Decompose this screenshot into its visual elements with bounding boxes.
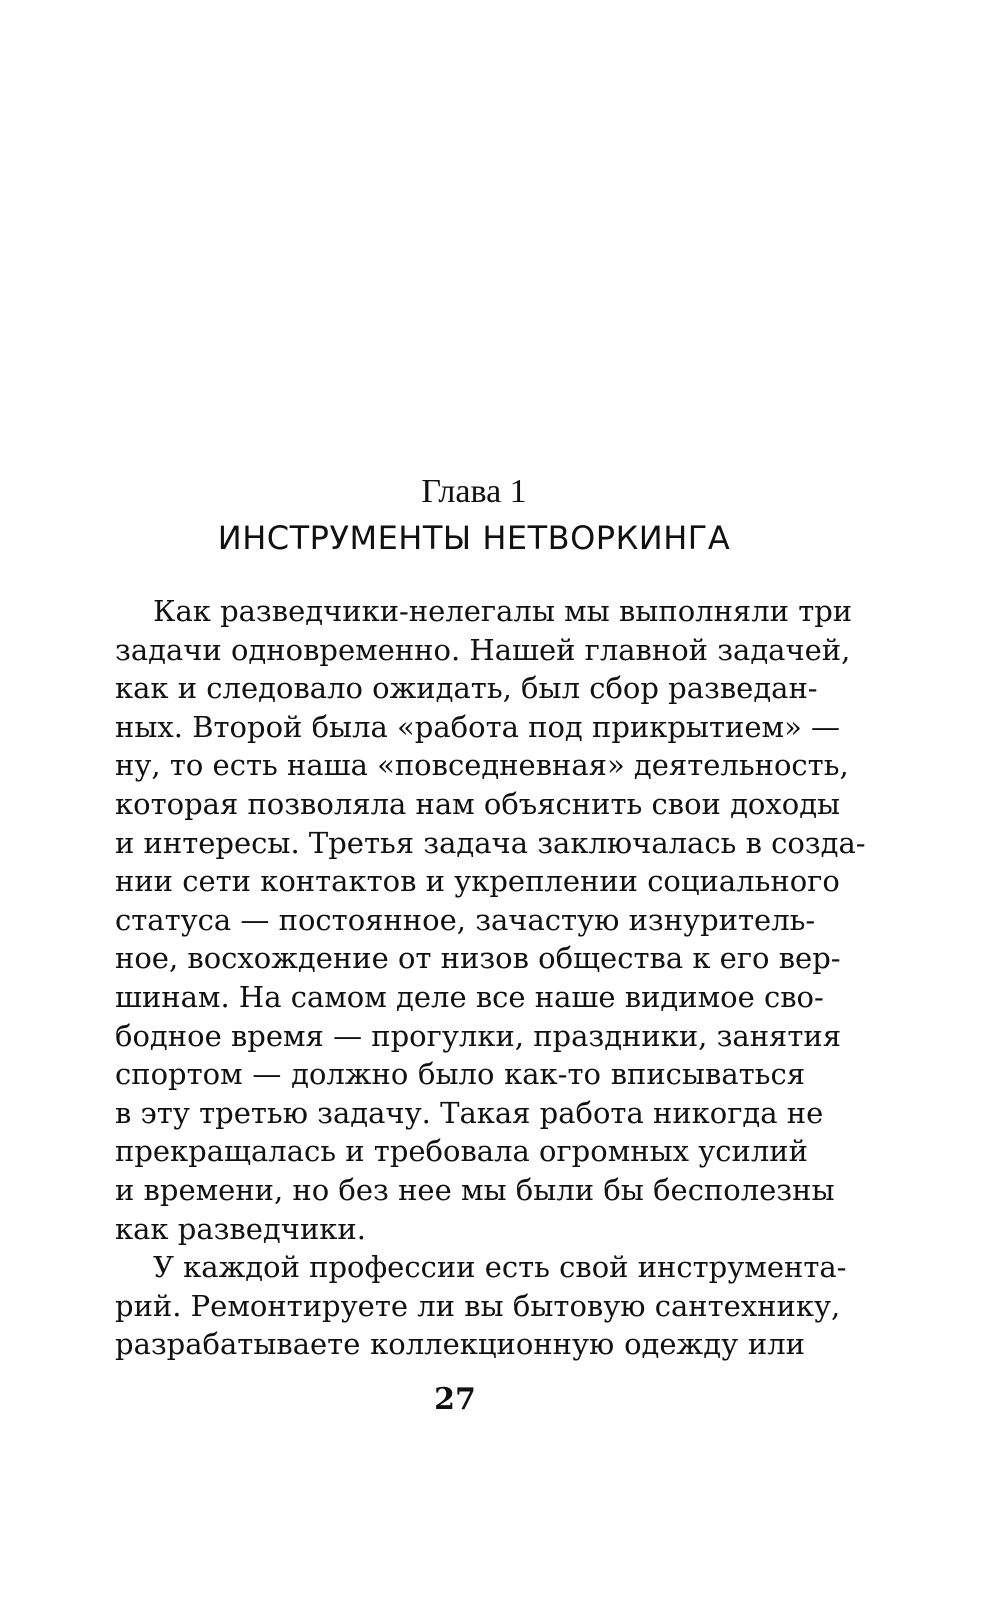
text-line: и времени, но без нее мы были бы бесполезны (115, 1172, 835, 1207)
text-line: нии сети контактов и укреплении социального (115, 864, 840, 899)
text-line: разрабатываете коллекционную одежду или (115, 1327, 805, 1362)
text-line: как и следовало ожидать, был сбор разведан- (115, 671, 818, 706)
text-line: и интересы. Третья задача заключалась в созда- (115, 825, 866, 860)
text-line: ных. Второй была «работа под прикрытием» — (115, 709, 841, 744)
text-line: шинам. На самом деле все наше видимое сво- (115, 979, 824, 1014)
text-line: прекращалась и требовала огромных усилий (115, 1134, 808, 1169)
text-line: Как разведчики-нелегалы мы выполняли три (153, 594, 853, 628)
text-line: У каждой профессии есть свой инструмента- (153, 1250, 847, 1285)
text-line: бодное время — прогулки, праздники, занятия (115, 1018, 842, 1053)
chapter-number: Глава 1 (421, 473, 527, 510)
text-line: спортом — должно было как-то вписываться (115, 1057, 805, 1092)
body-text (115, 592, 866, 1364)
text-line: которая позволяла нам объяснить свои доходы (115, 786, 841, 821)
text-line: в эту третью задачу. Такая работа никогда не (115, 1095, 824, 1130)
text-line: ну, то есть наша «повседневная» деятельность, (115, 748, 849, 783)
text-line: рий. Ремонтируете ли вы бытовую сантехнику, (115, 1288, 841, 1323)
paragraph-1 (115, 592, 866, 1248)
text-line: задачи одновременно. Нашей главной задачей, (115, 632, 851, 667)
page-number: 27 (434, 1382, 476, 1417)
text-line: ное, восхождение от низов общества к его вер- (115, 941, 841, 976)
text-line: статуса — постоянное, зачастую изнуритель- (115, 902, 816, 937)
text-line: как разведчики. (115, 1211, 366, 1246)
paragraph-2 (115, 1248, 847, 1364)
chapter-title: ИНСТРУМЕНТЫ НЕТВОРКИНГА (217, 519, 731, 557)
